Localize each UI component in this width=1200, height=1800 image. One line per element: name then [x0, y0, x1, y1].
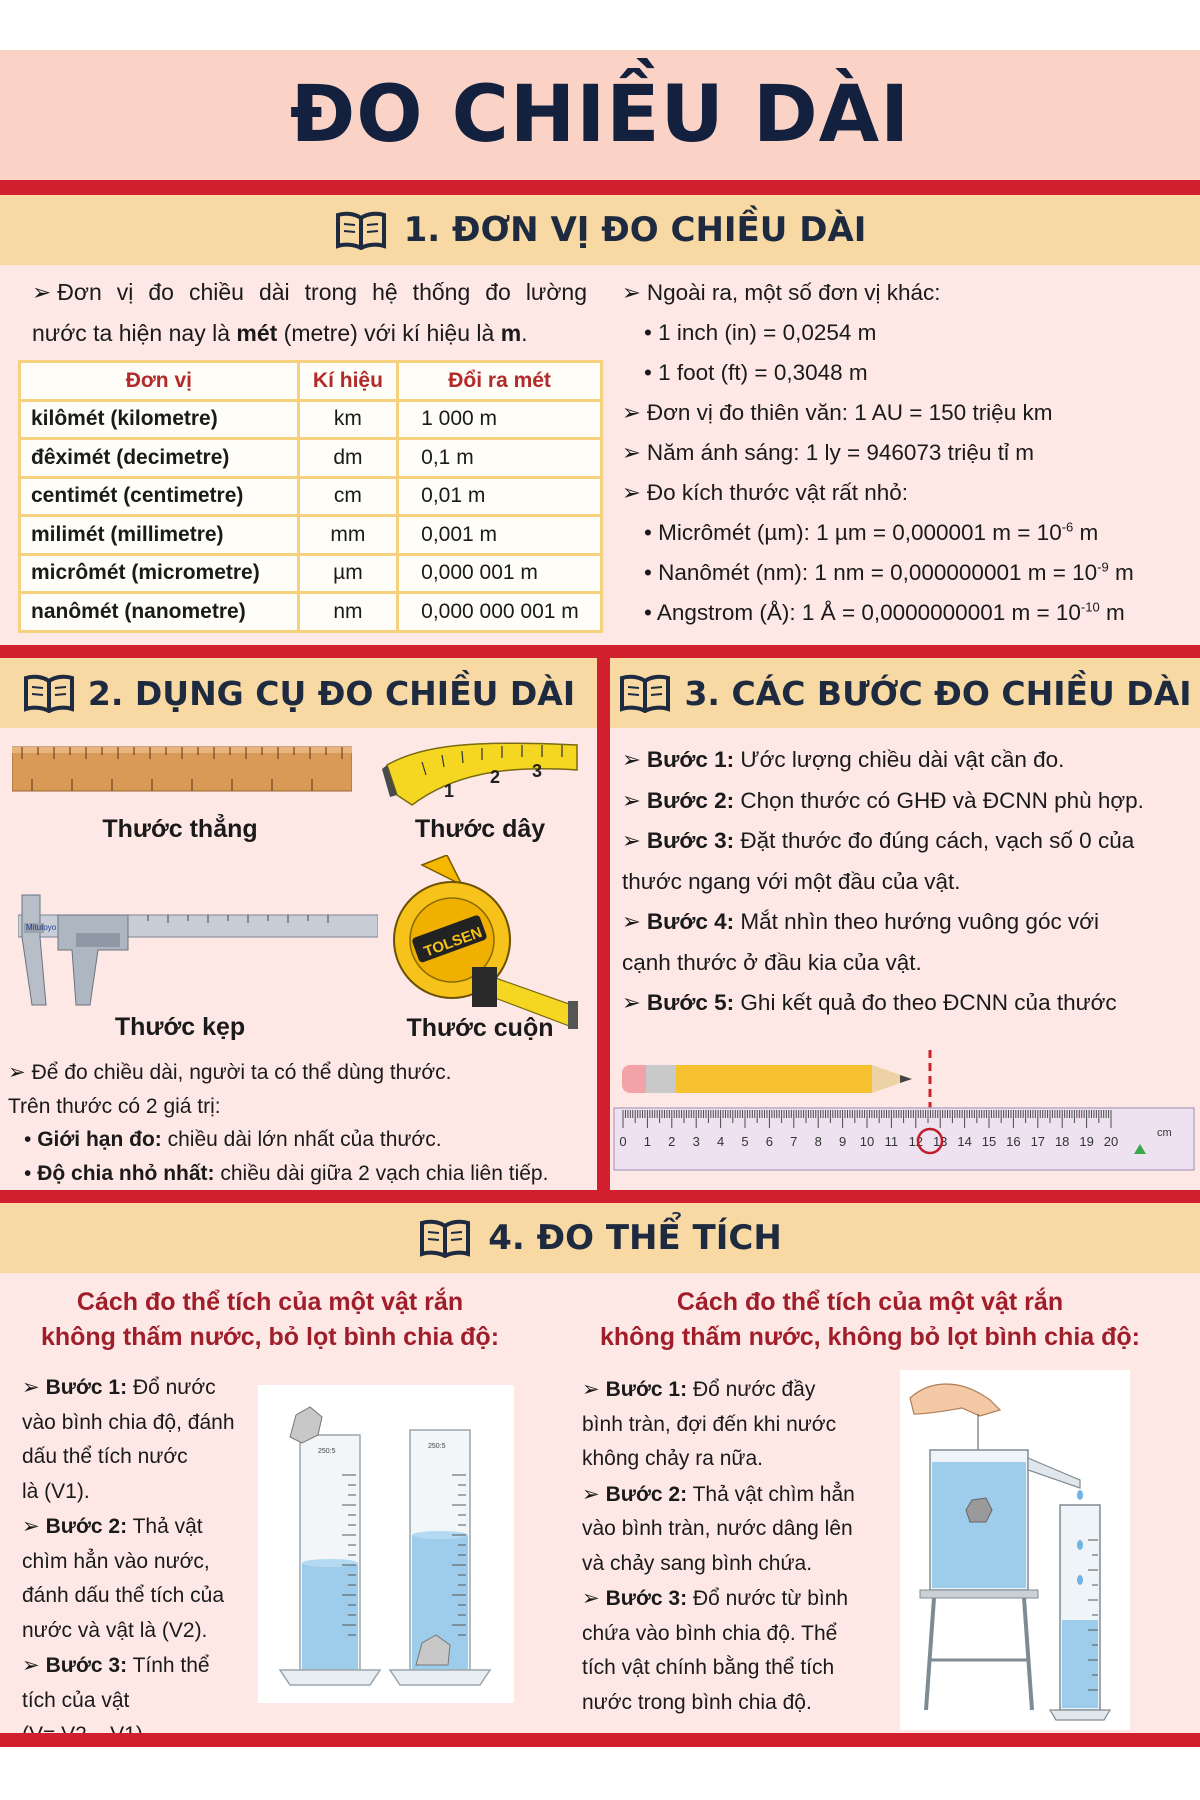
water-drop-icon — [1077, 1575, 1083, 1585]
step-text: Đặt thước đo đúng cách, vạch số 0 của — [734, 828, 1135, 853]
section-1-header — [0, 195, 1200, 265]
ruler-tick-label: 1 — [643, 1134, 652, 1149]
cylinder-label: 250:5 — [428, 1443, 446, 1450]
step-line — [582, 1408, 882, 1443]
step-text: tích vật chính bằng thể tích — [582, 1656, 835, 1679]
note-bold: Giới hạn đo: — [37, 1128, 162, 1151]
ruler-tick-label: 15 — [981, 1134, 997, 1149]
table-row — [20, 554, 602, 593]
step-text: chìm hẳn vào nước, — [22, 1549, 210, 1573]
intro-bold-symbol: m — [500, 320, 522, 346]
step-text: Thả vật chìm hẳn — [687, 1482, 855, 1506]
step-label: Bước 2: — [646, 787, 735, 813]
note-bold: Độ chia nhỏ nhất: — [37, 1161, 215, 1185]
step-text: Đổ nước — [127, 1376, 216, 1399]
tools-notes: ➢ Để đo chiều dài, người ta có thể dùng thước. Trên thước có 2 giá trị: • Giới hạn đo: chiều dài lớn nhất của thước. • Độ chia nhỏ nhất: chiều dài giữa 2 vạch chia liên tiếp. — [8, 1056, 593, 1190]
step-text: đánh dấu thể tích của — [22, 1584, 224, 1607]
step-text: Ước lượng chiều dài vật cần đo. — [734, 747, 1065, 772]
step-text: chứa vào bình chia độ. Thể — [582, 1621, 838, 1645]
arrow-icon: ➢ — [582, 1481, 600, 1506]
ruler-tick-label: 2 — [668, 1134, 676, 1149]
other-units-line: Angstrom (Å): 1 Å = 0,0000000001 m = 10 — [656, 600, 1081, 625]
step-line — [582, 1547, 882, 1582]
ruler-tick-label: 18 — [1054, 1134, 1070, 1149]
divider — [0, 645, 1200, 658]
arrow-icon: ➢ — [582, 1377, 600, 1401]
table-header: Đổi ra mét — [398, 362, 602, 401]
step-text: cạnh thước ở đầu kia của vật. — [622, 949, 922, 975]
step-line — [582, 1686, 882, 1721]
step-line — [22, 1579, 262, 1614]
unit-suffix: m — [1073, 520, 1099, 545]
tape-roll-image — [392, 855, 582, 1030]
step-line — [22, 1684, 262, 1719]
ruler-tick-label: 5 — [741, 1134, 749, 1149]
table-header: Đơn vị — [20, 362, 299, 401]
step-text: vào bình tràn, nước dâng lên — [582, 1517, 853, 1540]
other-units-line: Năm ánh sáng: 1 ly = 946073 triệu tỉ m — [646, 440, 1034, 465]
right-method-steps — [582, 1372, 882, 1720]
ruler-tick-label: 19 — [1079, 1134, 1094, 1149]
step-line — [582, 1372, 882, 1408]
right-method-title — [560, 1285, 1180, 1355]
svg-text:Mitutoyo: Mitutoyo — [26, 923, 57, 932]
pencil-body — [676, 1065, 872, 1093]
step-text: vào bình chia độ, đánh — [22, 1410, 235, 1434]
step-text: Đổ nước từ bình — [687, 1587, 849, 1610]
cylinder-label: 250:5 — [318, 1448, 336, 1455]
intro-line-2: nước ta hiện nay là — [32, 320, 237, 346]
note-line: chiều dài giữa 2 vạch chia liên tiếp. — [214, 1161, 549, 1185]
ruler-tick-label: 17 — [1030, 1134, 1046, 1149]
step-text: Chọn thước có GHĐ và ĐCNN phù hợp. — [734, 787, 1144, 813]
step-line — [22, 1370, 262, 1406]
divider — [597, 658, 610, 1190]
ruler-labels — [619, 1134, 1118, 1149]
ruler-tick-label: 12 — [908, 1134, 924, 1149]
book-icon — [334, 210, 388, 250]
ruler-tick-label: 10 — [859, 1134, 875, 1149]
method-title-line: Cách đo thể tích của một vật rắn — [76, 1288, 464, 1316]
ruler-tick-label: 14 — [957, 1134, 972, 1149]
step-line — [22, 1648, 262, 1684]
unit-suffix: m — [1099, 600, 1125, 625]
arrow-icon: ➢ — [582, 1586, 600, 1610]
water-drop-icon — [1077, 1490, 1083, 1500]
section-2-header — [0, 658, 597, 728]
note-line: chiều dài lớn nhất của thước. — [161, 1128, 442, 1151]
other-units-line: Đơn vị đo thiên văn: 1 AU = 150 triệu km — [646, 400, 1053, 425]
divider — [0, 180, 1200, 195]
method-title-line: không thấm nước, bỏ lọt bình chia độ: — [40, 1323, 500, 1351]
ruler-measurement-image — [612, 1048, 1200, 1178]
step-text: dấu thể tích nước — [22, 1445, 188, 1468]
overflow-water — [932, 1462, 1026, 1588]
book-icon — [418, 1218, 472, 1258]
book-icon — [22, 673, 76, 713]
tool-label: Thước thẳng — [102, 815, 258, 843]
table-cell: 0,000 000 001 m — [398, 593, 602, 632]
table-row — [20, 400, 602, 439]
step-text: không chảy ra nữa. — [582, 1447, 764, 1470]
step-label: Bước 3: — [646, 828, 735, 853]
ruler-tick-label: 8 — [814, 1134, 822, 1149]
ruler-tick-label: 20 — [1103, 1134, 1119, 1149]
exponent: -10 — [1080, 599, 1100, 615]
table-cell: km — [298, 400, 397, 439]
other-units-line: Ngoài ra, một số đơn vị khác: — [646, 280, 941, 305]
table-cell: 0,1 m — [398, 439, 602, 478]
measure-steps: ➢ Bước 1: Ước lượng chiều dài vật cần đo. ➢ Bước 2: Chọn thước có GHĐ và ĐCNN phù hợp. ➢ Bước 3: Đặt thước đo đúng cách, vạch số 0 của thước ngang với một đầu của vật. ➢ Bước 4: Mắt nhìn theo hướng vuông góc với cạnh thước ở đầu kia của vật. ➢ Bước 5: Ghi kết quả đo theo ĐCNN của thước — [622, 740, 1197, 1024]
table-cell: kilômét (kilometre) — [20, 400, 299, 439]
table-cell: 1 000 m — [398, 400, 602, 439]
table-cell: µm — [298, 554, 397, 593]
note-line: Để đo chiều dài, người ta có thể dùng thước. — [31, 1061, 452, 1084]
step-text: Mắt nhìn theo hướng vuông góc với — [734, 909, 1099, 934]
step-label: Bước 3: — [45, 1654, 128, 1677]
step-line — [582, 1442, 882, 1477]
units-intro: ➢ Đơn vị đo chiều dài trong hệ thống đo lường nước ta hiện nay là mét (metre) với kí hiệu là m. — [32, 279, 587, 346]
collected-water — [1062, 1620, 1098, 1708]
other-units-line: Đo kích thước vật rất nhỏ: — [646, 480, 909, 505]
table-header: Kí hiệu — [298, 362, 397, 401]
title-band — [0, 50, 1200, 180]
ruler-tick-label: 11 — [884, 1134, 899, 1149]
other-units-line: 1 foot (ft) = 0,3048 m — [658, 360, 868, 385]
ruler-ticks — [623, 1110, 1111, 1128]
exponent: -6 — [1061, 519, 1074, 535]
step-label: Bước 2: — [605, 1482, 688, 1506]
ruler-tick-label: 7 — [790, 1134, 798, 1149]
intro-line-1: Đơn vị đo chiều dài trong hệ thống đo lường — [57, 279, 587, 305]
table-cell: nanômét (nanometre) — [20, 593, 299, 632]
tool-label: Thước cuộn — [406, 1014, 554, 1042]
method-title-line: không thấm nước, không bỏ lọt bình chia độ: — [599, 1323, 1140, 1351]
step-label: Bước 1: — [605, 1378, 688, 1401]
arrow-icon: ➢ — [22, 1514, 40, 1538]
intro-line-2b: (metre) với kí hiệu là — [277, 320, 501, 346]
step-text: Ghi kết quả đo theo ĐCNN của thước — [734, 990, 1117, 1015]
svg-text:1: 1 — [444, 781, 455, 801]
table-cell: micrômét (micrometre) — [20, 554, 299, 593]
step-text: nước trong bình chia độ. — [582, 1690, 812, 1714]
arrow-icon: ➢ — [22, 1653, 40, 1677]
table-row — [20, 439, 602, 478]
section-2-title: 2. DỤNG CỤ ĐO CHIỀU DÀI — [87, 673, 576, 713]
section-4-header — [0, 1203, 1200, 1273]
step-line — [582, 1512, 882, 1547]
table-row — [20, 593, 602, 632]
ruler-tick-label: 13 — [932, 1134, 948, 1149]
table-row — [20, 516, 602, 555]
step-line — [582, 1617, 882, 1652]
ruler-tick-label: 6 — [765, 1134, 774, 1149]
section-1-title: 1. ĐƠN VỊ ĐO CHIỀU DÀI — [403, 210, 867, 250]
other-units-line: 1 inch (in) = 0,0254 m — [658, 320, 877, 345]
ruler-tick-label: 16 — [1006, 1134, 1021, 1149]
tape-measure-image — [382, 735, 582, 815]
divider — [0, 1733, 1200, 1747]
step-label: Bước 4: — [646, 909, 735, 934]
section-3-title: 3. CÁC BƯỚC ĐO CHIỀU DÀI — [684, 673, 1192, 713]
book-icon — [618, 673, 672, 713]
table-cell: 0,000 001 m — [398, 554, 602, 593]
method-title-line: Cách đo thể tích của một vật rắn — [676, 1288, 1064, 1316]
step-text: Tính thể — [127, 1654, 210, 1677]
step-text: thước ngang với một đầu của vật. — [622, 868, 961, 894]
ruler-tick-label: 3 — [692, 1134, 700, 1149]
other-units-line: Micrômét (µm): 1 µm = 0,000001 m = 10 — [658, 520, 1062, 545]
note-line: Trên thước có 2 giá trị: — [8, 1094, 221, 1118]
divider — [0, 1190, 1200, 1203]
svg-text:3: 3 — [532, 761, 543, 781]
step-label: Bước 3: — [605, 1587, 688, 1610]
ruler-unit: cm — [1157, 1127, 1172, 1139]
pencil-ferrule — [646, 1065, 676, 1093]
ruler-tick-label: 9 — [838, 1134, 847, 1149]
step-label: Bước 1: — [45, 1376, 128, 1399]
straight-ruler-image — [12, 745, 352, 795]
table-cell: đêximét (decimetre) — [20, 439, 299, 478]
other-units-line: Nanômét (nm): 1 nm = 0,000000001 m = 10 — [658, 560, 1098, 585]
table-cell: mm — [298, 516, 397, 555]
table-row — [20, 477, 602, 516]
tool-label: Thước kẹp — [114, 1013, 246, 1041]
water-drop-icon — [1077, 1540, 1083, 1550]
left-method-steps — [22, 1370, 262, 1753]
table-cell: cm — [298, 477, 397, 516]
step-label: Bước 2: — [45, 1515, 128, 1538]
step-line — [22, 1440, 262, 1475]
step-text: Thả vật — [127, 1515, 203, 1538]
section-4-title: 4. ĐO THỂ TÍCH — [488, 1218, 782, 1258]
ruler-tick-label: 4 — [716, 1134, 725, 1149]
step-text: nước và vật là (V2). — [22, 1618, 208, 1642]
step-label: Bước 1: — [646, 747, 735, 772]
table-cell: centimét (centimetre) — [20, 477, 299, 516]
table-cell: milimét (millimetre) — [20, 516, 299, 555]
step-line — [22, 1614, 262, 1649]
cylinder-base — [1050, 1710, 1110, 1720]
table-cell: 0,01 m — [398, 477, 602, 516]
ruler-tick-label: 0 — [619, 1134, 627, 1149]
step-text: tích của vật — [22, 1688, 130, 1712]
other-units: ➢ Ngoài ra, một số đơn vị khác: • 1 inch (in) = 0,0254 m • 1 foot (ft) = 0,3048 m ➢ Đơn vị đo thiên văn: 1 AU = 150 triệu km ➢ Năm ánh sáng: 1 ly = 946073 triệu tỉ m ➢ Đo kích thước vật rất nhỏ: • Micrômét (µm): 1 µm = 0,000001 $m = 10^{-6}$ m • Nanômét (nm): 1 nm = 0,000000001 $m = 10^{-9}$ m • Angstrom (Å): 1 Å = 0,0000000001 $m = 10^{-10}$ m — [622, 280, 1134, 625]
tool-label: Thước dây — [414, 815, 546, 843]
left-method-title — [0, 1285, 540, 1355]
table-cell: dm — [298, 439, 397, 478]
tape-brand: TOLSEN — [421, 923, 485, 961]
step-line — [22, 1406, 262, 1441]
step-text: là (V1). — [22, 1479, 90, 1503]
intro-bold-metre: mét — [236, 320, 278, 346]
step-text: và chảy sang bình chứa. — [582, 1551, 813, 1575]
intro-line-2-end: . — [521, 320, 528, 346]
table-cell: nm — [298, 593, 397, 632]
graduated-cylinders-image — [258, 1385, 514, 1703]
section-3-header — [610, 658, 1200, 728]
page-title: ĐO CHIỀU DÀI — [289, 70, 911, 160]
caliper-image — [18, 875, 378, 1015]
step-line — [22, 1475, 262, 1510]
step-label: Bước 5: — [646, 990, 735, 1015]
arrow-icon: ➢ — [22, 1375, 40, 1399]
step-line — [22, 1509, 262, 1545]
stand-top — [920, 1590, 1038, 1598]
svg-text:2: 2 — [490, 767, 501, 787]
overflow-vessel-image — [900, 1370, 1130, 1730]
step-text: bình tràn, đợi đến khi nước — [582, 1412, 837, 1436]
unit-suffix: m — [1108, 560, 1134, 585]
step-line — [582, 1651, 882, 1686]
units-table — [18, 360, 603, 633]
step-line — [22, 1545, 262, 1580]
step-line — [582, 1581, 882, 1617]
table-header-row — [20, 362, 602, 401]
step-text: Đổ nước đầy — [687, 1378, 816, 1401]
step-line — [582, 1477, 882, 1513]
pencil-lead — [900, 1075, 912, 1083]
table-cell: 0,001 m — [398, 516, 602, 555]
exponent: -9 — [1097, 559, 1109, 575]
